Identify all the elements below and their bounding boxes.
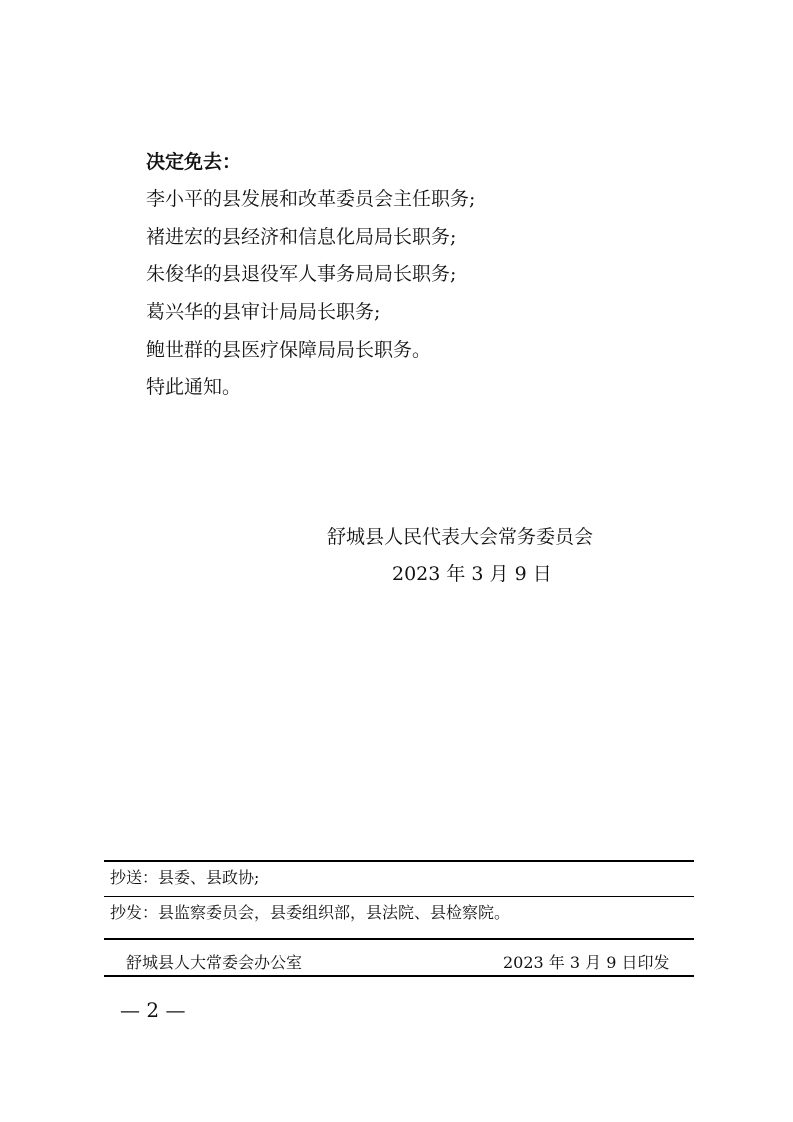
decision-item: 褚进宏的县经济和信息化局局长职务; bbox=[146, 226, 457, 248]
signature-date: 2023 年 3 月 9 日 bbox=[392, 563, 552, 585]
decision-item: 朱俊华的县退役军人事务局局长职务; bbox=[146, 263, 457, 285]
signature-org: 舒城县人民代表大会常务委员会 bbox=[327, 526, 594, 548]
decision-item: 鲍世群的县医疗保障局局长职务。 bbox=[146, 339, 432, 361]
bottom-divider bbox=[104, 975, 694, 977]
cc-issue-line: 抄发：县监察委员会，县委组织部，县法院、县检察院。 bbox=[110, 903, 511, 922]
decision-item: 葛兴华的县审计局局长职务; bbox=[146, 301, 381, 323]
decision-item: 李小平的县发展和改革委员会主任职务; bbox=[146, 188, 476, 210]
cc-divider bbox=[104, 896, 694, 897]
cc-to-line: 抄送：县委、县政协; bbox=[110, 868, 260, 887]
page-number: — 2 — bbox=[120, 998, 186, 1022]
decision-heading: 决定免去： bbox=[146, 151, 242, 173]
top-divider bbox=[104, 860, 694, 862]
middle-divider bbox=[104, 938, 694, 940]
print-date: 2023 年 3 月 9 日印发 bbox=[503, 953, 670, 972]
issuer-name: 舒城县人大常委会办公室 bbox=[126, 953, 303, 972]
closing-text: 特此通知。 bbox=[146, 376, 242, 398]
